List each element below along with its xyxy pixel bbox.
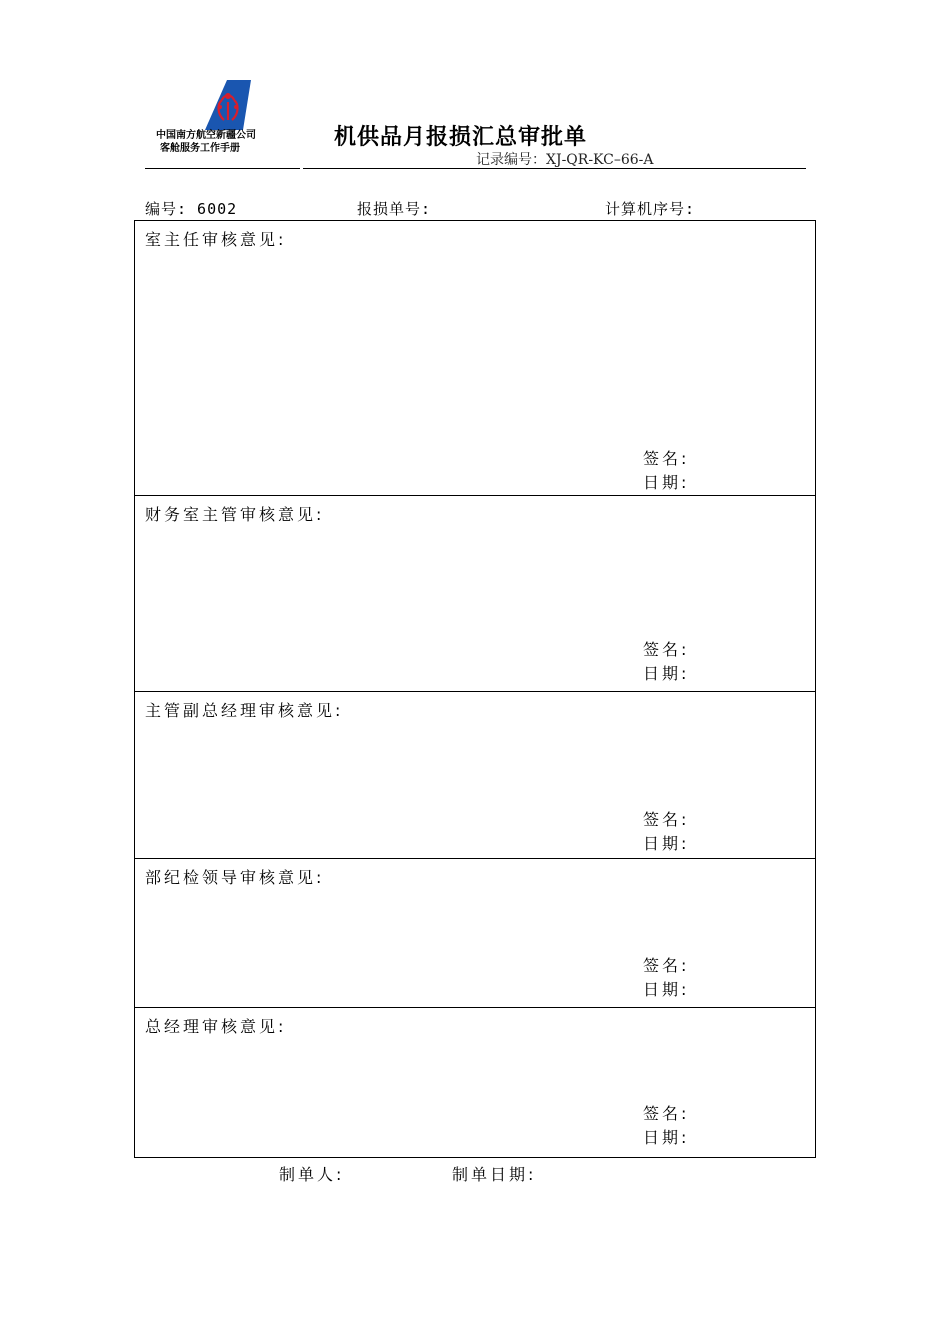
date-field: 日期:: [643, 1128, 690, 1147]
date-field: 日期:: [643, 664, 690, 683]
form-maker-field: 制单人:: [279, 1165, 345, 1184]
header-rule-left: [145, 168, 300, 169]
signature-field: 签名:: [643, 956, 690, 975]
document-title: 机供品月报损汇总审批单: [334, 125, 588, 150]
section-label: 主管副总经理审核意见:: [145, 701, 344, 720]
signature-block: [643, 638, 689, 686]
company-line-1: 中国南方航空新疆公司: [156, 130, 256, 141]
computer-number-field: 计算机序号:: [605, 200, 696, 218]
date-field: 日期:: [643, 473, 690, 492]
section-general-manager: [135, 1008, 815, 1157]
section-label: 总经理审核意见:: [145, 1017, 287, 1036]
signature-block: [643, 954, 689, 1002]
page-header: [0, 0, 950, 175]
signature-block: [643, 808, 689, 856]
section-deputy-gm: [135, 692, 815, 859]
company-name: [156, 129, 256, 155]
date-field: 日期:: [643, 980, 690, 999]
section-discipline-leader: [135, 859, 815, 1008]
record-number: 记录编号：XJ-QR-KC–66-A: [476, 152, 654, 168]
report-number-field: 报损单号:: [357, 200, 432, 218]
date-field: 日期:: [643, 834, 690, 853]
signature-field: 签名:: [643, 1104, 690, 1123]
signature-field: 签名:: [643, 810, 690, 829]
signature-field: 签名:: [643, 640, 690, 659]
form-number: 编号: 6002: [145, 200, 238, 218]
section-label: 室主任审核意见:: [145, 230, 287, 249]
signature-block: [643, 1102, 689, 1150]
airline-logo-icon: [205, 80, 251, 130]
section-office-director: [135, 221, 815, 496]
signature-field: 签名:: [643, 449, 690, 468]
section-label: 部纪检领导审核意见:: [145, 868, 325, 887]
signature-block: [643, 447, 689, 495]
section-finance-supervisor: [135, 496, 815, 692]
approval-form: [134, 220, 816, 1158]
form-date-field: 制单日期:: [452, 1165, 537, 1184]
section-label: 财务室主管审核意见:: [145, 505, 325, 524]
header-rule-right: [303, 168, 806, 169]
company-line-2: 客舱服务工作手册: [160, 143, 240, 154]
